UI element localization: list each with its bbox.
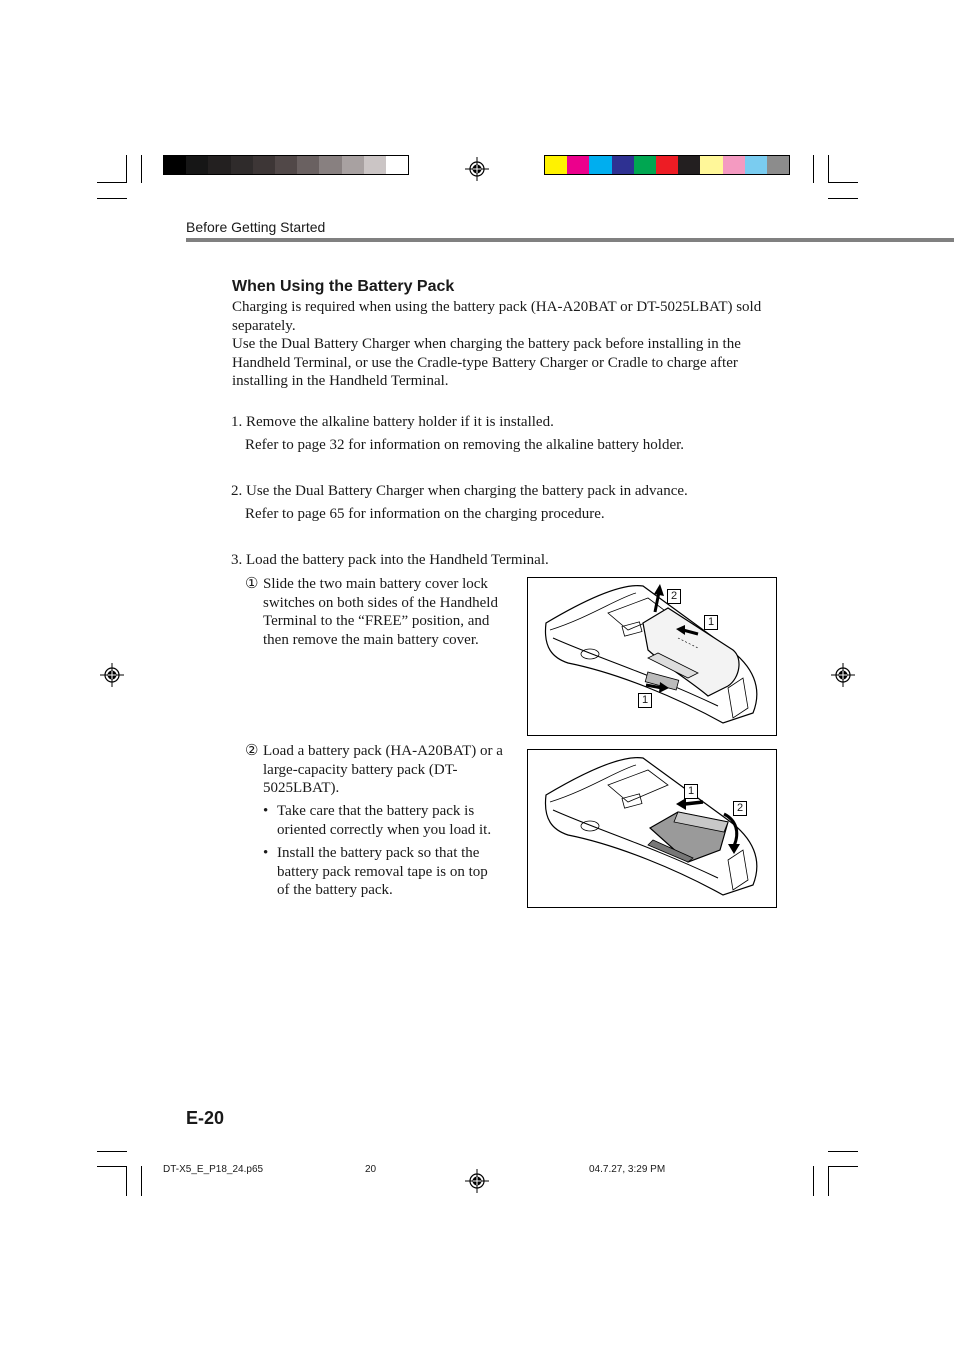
crop-mark <box>828 1166 858 1167</box>
bullet-marker: • <box>263 845 269 861</box>
crop-mark <box>97 182 127 183</box>
calibration-swatch <box>231 156 253 174</box>
page-number: E-20 <box>186 1108 225 1128</box>
step-1-note: Refer to page 32 for information on removing the alkaline battery holder. <box>245 437 685 453</box>
crop-mark <box>828 1166 829 1196</box>
footer-timestamp: 04.7.27, 3:29 PM <box>589 1164 666 1175</box>
crop-mark <box>813 1166 814 1196</box>
figure-load-battery <box>527 749 777 908</box>
calibration-swatch <box>342 156 364 174</box>
crop-mark <box>141 1166 142 1196</box>
calibration-swatch <box>634 156 656 174</box>
substep-1-marker: ① <box>245 576 259 592</box>
crop-mark <box>97 1166 127 1167</box>
substep-2-text: Load a battery pack (HA-A20BAT) or a large-capacity battery pack (DT-5025LBAT). <box>263 743 503 796</box>
grayscale-calibration-bar <box>163 155 409 175</box>
calibration-swatch <box>567 156 589 174</box>
calibration-swatch <box>767 156 789 174</box>
calibration-swatch <box>545 156 567 174</box>
intro-line-2: Use the Dual Battery Charger when charging the battery pack before installing in the Handheld Terminal, or use the Cradle-type Battery Charger or Cradle to charge after installing in the Handheld Terminal. <box>232 336 741 389</box>
step-text: Load the battery pack into the Handheld Terminal. <box>246 552 549 568</box>
step-2 <box>231 482 688 500</box>
crop-mark <box>828 182 858 183</box>
intro-line-1: Charging is required when using the battery pack (HA-A20BAT or DT-5025LBAT) sold separately. <box>232 299 762 334</box>
crop-mark <box>97 198 127 199</box>
calibration-swatch <box>656 156 678 174</box>
header-rule <box>186 238 954 242</box>
color-calibration-bar <box>544 155 790 175</box>
callout-label: 1 <box>638 693 652 708</box>
calibration-swatch <box>745 156 767 174</box>
calibration-swatch <box>319 156 341 174</box>
calibration-swatch <box>700 156 722 174</box>
step-number: 1. <box>231 414 243 430</box>
footer-page: 20 <box>365 1164 377 1175</box>
step-text: Use the Dual Battery Charger when charging the battery pack in advance. <box>246 483 688 499</box>
crop-mark <box>828 155 829 183</box>
section-title: When Using the Battery Pack <box>232 278 455 295</box>
terminal-illustration <box>528 750 776 907</box>
callout-label: 1 <box>684 784 698 799</box>
crop-mark <box>813 155 814 183</box>
bullet-item: Install the battery pack so that the battery pack removal tape is on top of the battery pack. <box>277 845 488 898</box>
calibration-swatch <box>589 156 611 174</box>
calibration-swatch <box>253 156 275 174</box>
footer-filename: DT-X5_E_P18_24.p65 <box>163 1164 264 1175</box>
calibration-swatch <box>164 156 186 174</box>
crop-mark <box>126 155 127 183</box>
calibration-swatch <box>186 156 208 174</box>
figure-remove-cover <box>527 577 777 736</box>
substep-2-marker: ② <box>245 743 259 759</box>
calibration-swatch <box>275 156 297 174</box>
callout-label: 1 <box>704 615 718 630</box>
calibration-swatch <box>678 156 700 174</box>
calibration-swatch <box>723 156 745 174</box>
step-number: 2. <box>231 483 243 499</box>
step-text: Remove the alkaline battery holder if it is installed. <box>246 414 554 430</box>
registration-mark-icon <box>831 663 855 687</box>
callout-label: 2 <box>667 589 681 604</box>
substep-1-text: Slide the two main battery cover lock switches on both sides of the Handheld Terminal to the “FREE” position, and then remove the main battery cover. <box>263 576 498 648</box>
calibration-swatch <box>297 156 319 174</box>
step-2-note: Refer to page 65 for information on the charging procedure. <box>245 506 605 522</box>
calibration-swatch <box>612 156 634 174</box>
crop-mark <box>97 1151 127 1152</box>
step-number: 3. <box>231 552 243 568</box>
step-3 <box>231 551 549 569</box>
registration-mark-icon <box>465 157 489 181</box>
bullet-marker: • <box>263 803 269 819</box>
step-1 <box>231 413 554 431</box>
calibration-swatch <box>364 156 386 174</box>
running-header: Before Getting Started <box>186 219 326 235</box>
crop-mark <box>828 198 858 199</box>
terminal-illustration <box>528 578 776 735</box>
calibration-swatch <box>208 156 230 174</box>
registration-mark-icon <box>100 663 124 687</box>
callout-label: 2 <box>733 801 747 816</box>
bullet-item: Take care that the battery pack is oriented correctly when you load it. <box>277 803 492 838</box>
crop-mark <box>141 155 142 183</box>
intro-paragraph <box>232 298 792 391</box>
registration-mark-icon <box>465 1169 489 1193</box>
crop-mark <box>828 1151 858 1152</box>
calibration-swatch <box>386 156 408 174</box>
crop-mark <box>126 1166 127 1196</box>
